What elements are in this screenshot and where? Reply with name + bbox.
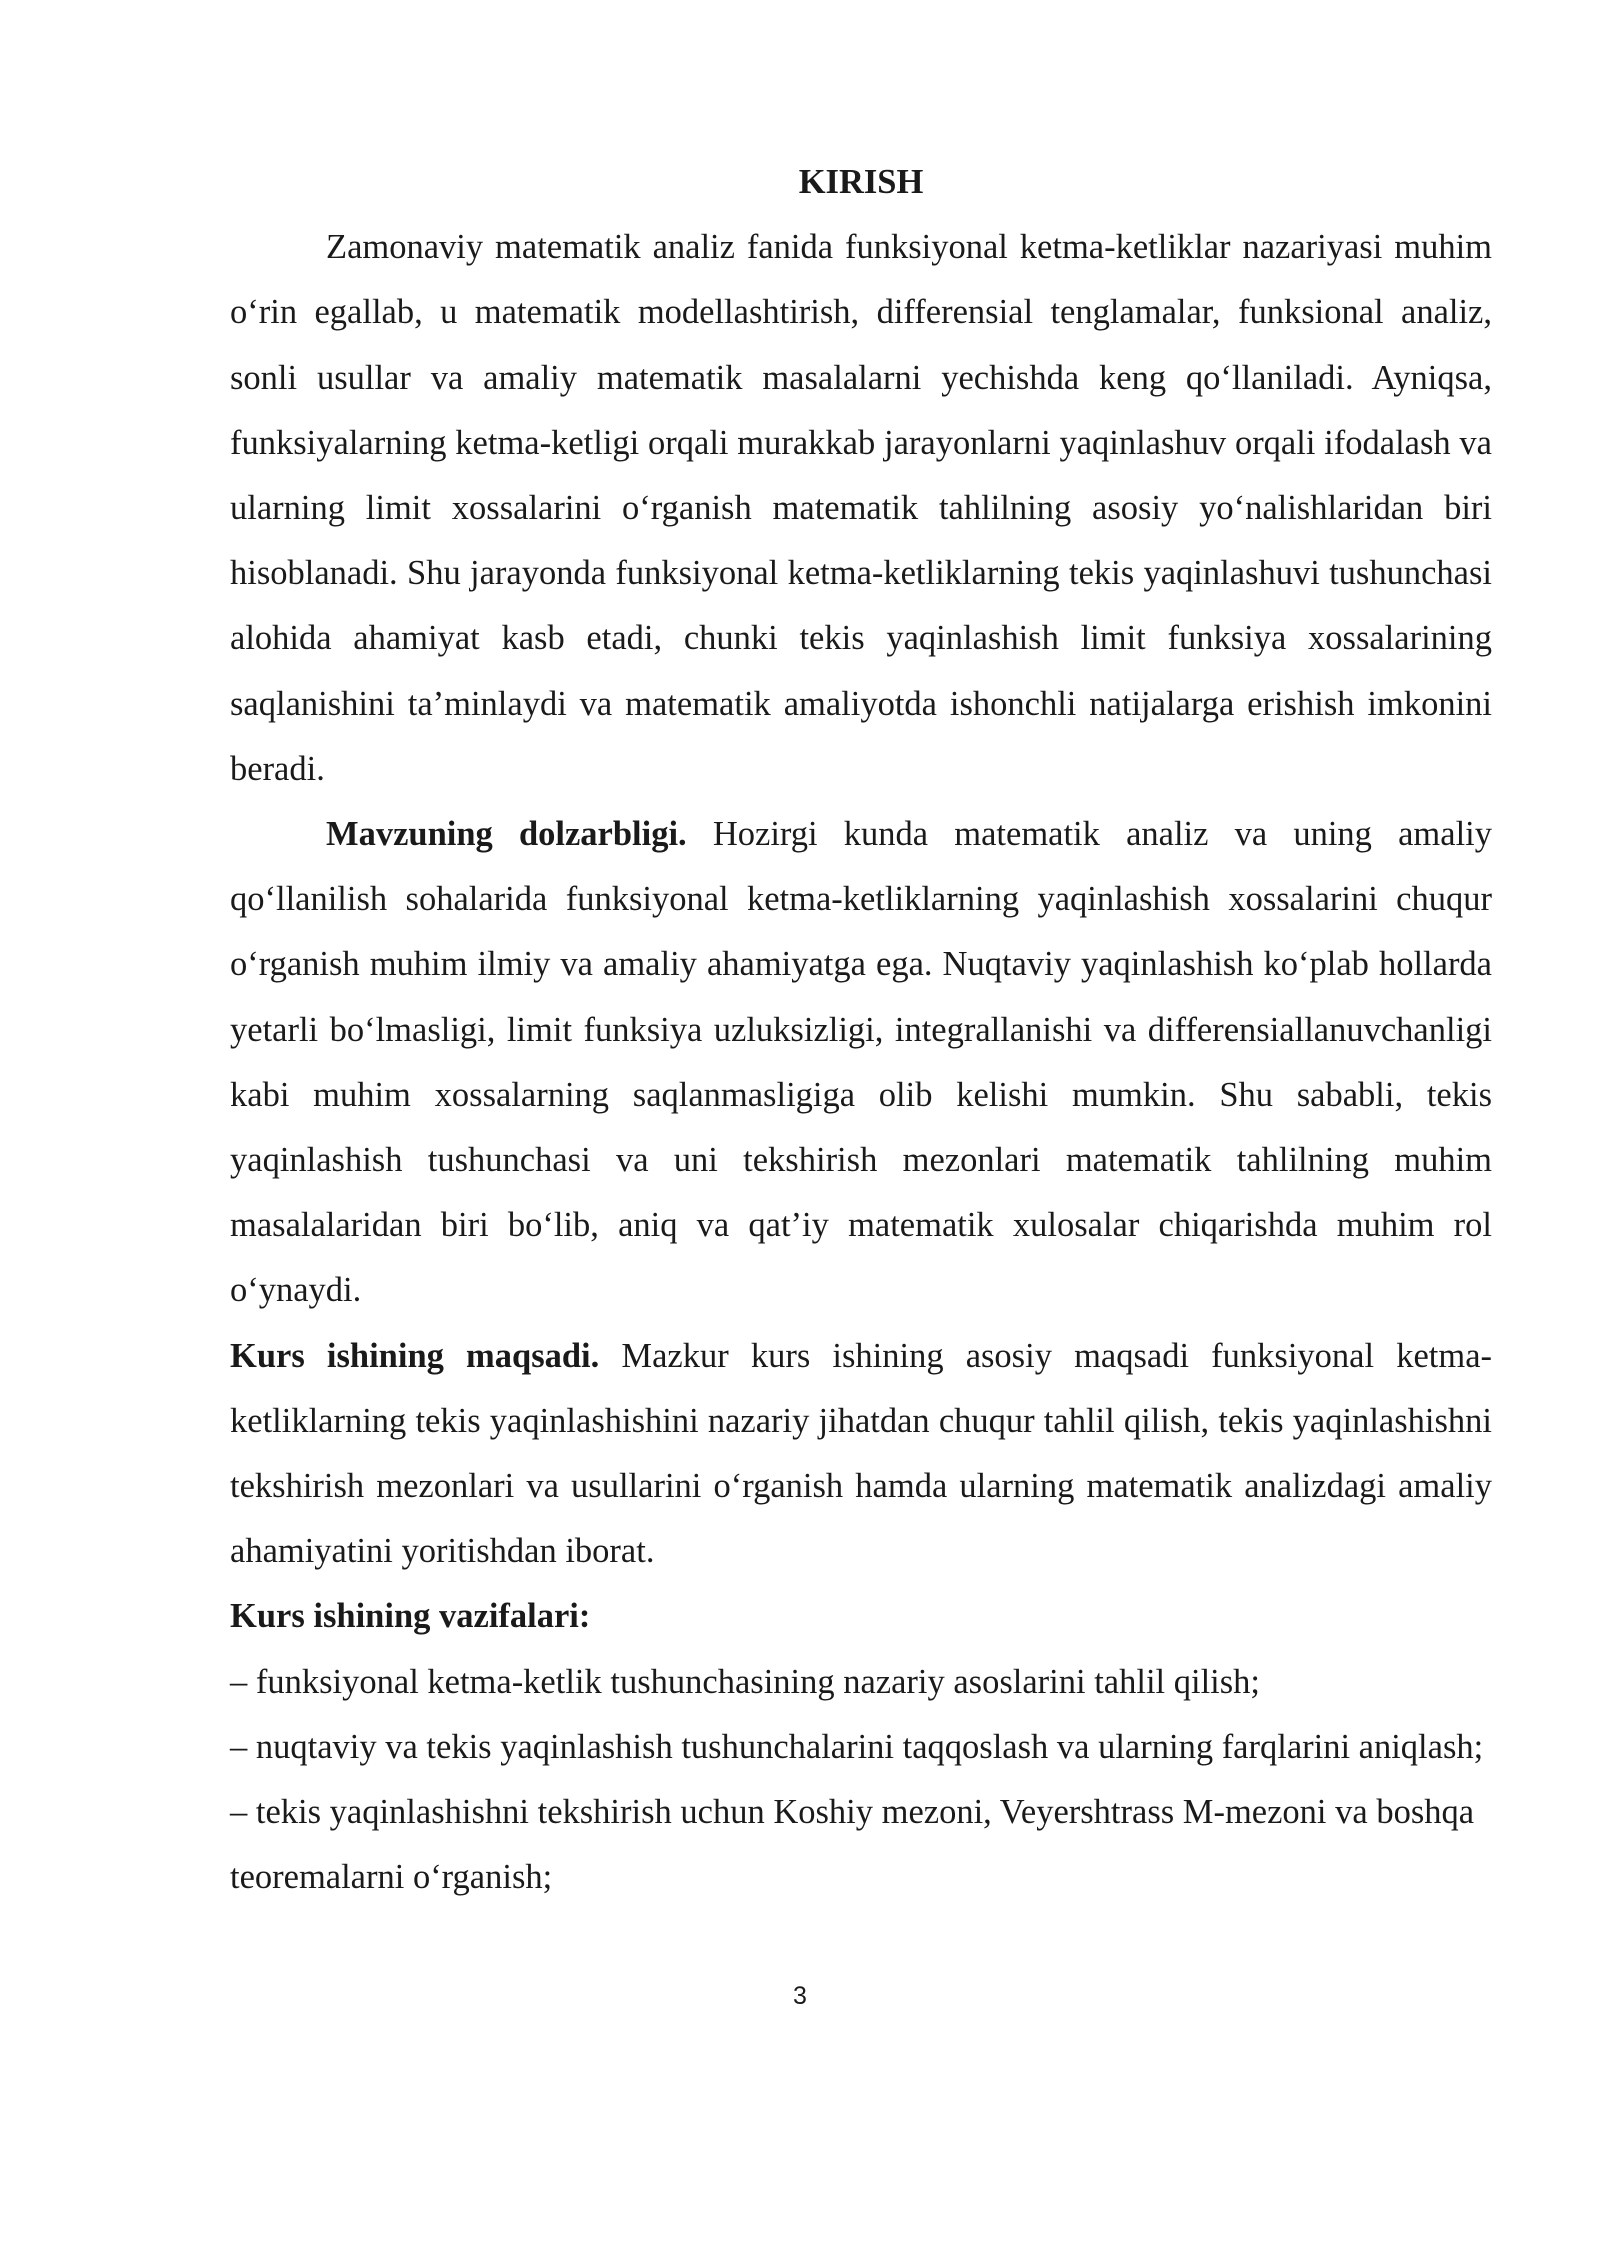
intro-paragraph: Zamonaviy matematik analiz fanida funksiyonal ketma-ketliklar nazariyasi muhim o‘rin egallab, u matematik modellashtirish, differensial tenglamalar, funksional analiz, sonli usullar va amaliy matematik masalalarni yechishda keng qo‘llaniladi. Ayniqsa, funksiyalarning ketma-ketligi orqali murakkab jarayonlarni yaqinlashuv orqali ifodalash va ularning limit xossalarini o‘rganish matematik tahlilning asosiy yo‘nalishlaridan biri hisoblanadi. Shu jarayonda funksiyonal ketma-ketliklarning tekis yaqinlashuvi tushunchasi alohida ahamiyat kasb etadi, chunki tekis yaqinlashish limit funksiya xossalarining saqlanishini ta’minlaydi va matematik amaliyotda ishonchli natijalarga erishish imkonini beradi. — [230, 228, 1492, 788]
tasks-heading: Kurs ishining vazifalari: — [230, 1597, 591, 1636]
goal-text: Mazkur kurs ishining asosiy maqsadi funksiyonal ketma-ketliklarning tekis yaqinlashishini nazariy jihatdan chuqur tahlil qilish, tekis yaqinlashishni tekshirish mezonlari va usullarini o‘rganish hamda ularning matematik analizdagi amaliy ahamiyatini yoritishdan iborat. — [230, 1336, 1492, 1571]
task-item-3: – tekis yaqinlashishni tekshirish uchun Koshiy mezoni, Veyershtrass M-mezoni va boshqa teoremalarni o‘rganish; — [230, 1793, 1475, 1897]
document-body — [230, 150, 1492, 1910]
goal-heading: Kurs ishining maqsadi. — [230, 1336, 600, 1375]
page-number: 3 — [793, 1982, 807, 2010]
goal-paragraph — [230, 1324, 1492, 1585]
relevance-paragraph — [230, 802, 1492, 1324]
relevance-text: Hozirgi kunda matematik analiz va uning amaliy qo‘llanilish sohalarida funksiyonal ketma-ketliklarning yaqinlashish xossalarini chuqur o‘rganish muhim ilmiy va amaliy ahamiyatga ega. Nuqtaviy yaqinlashish ko‘plab hollarda yetarli bo‘lmasligi, limit funksiya uzluksizligi, integrallanishi va differensiallanuvchanligi kabi muhim xossalarning saqlanmasligiga olib kelishi mumkin. Shu sababli, tekis yaqinlashish tushunchasi va uni tekshirish mezonlari matematik tahlilning muhim masalalaridan biri bo‘lib, aniq va qat’iy matematik xulosalar chiqarishda muhim rol o‘ynaydi. — [230, 815, 1492, 1310]
relevance-heading: Mavzuning dolzarbligi. — [326, 815, 687, 854]
page-title: KIRISH — [798, 163, 924, 201]
task-item-1: – funksiyonal ketma-ketlik tushunchasining nazariy asoslarini tahlil qilish; — [230, 1662, 1261, 1701]
task-item-2: – nuqtaviy va tekis yaqinlashish tushunchalarini taqqoslash va ularning farqlarini aniqlash; — [230, 1727, 1484, 1766]
